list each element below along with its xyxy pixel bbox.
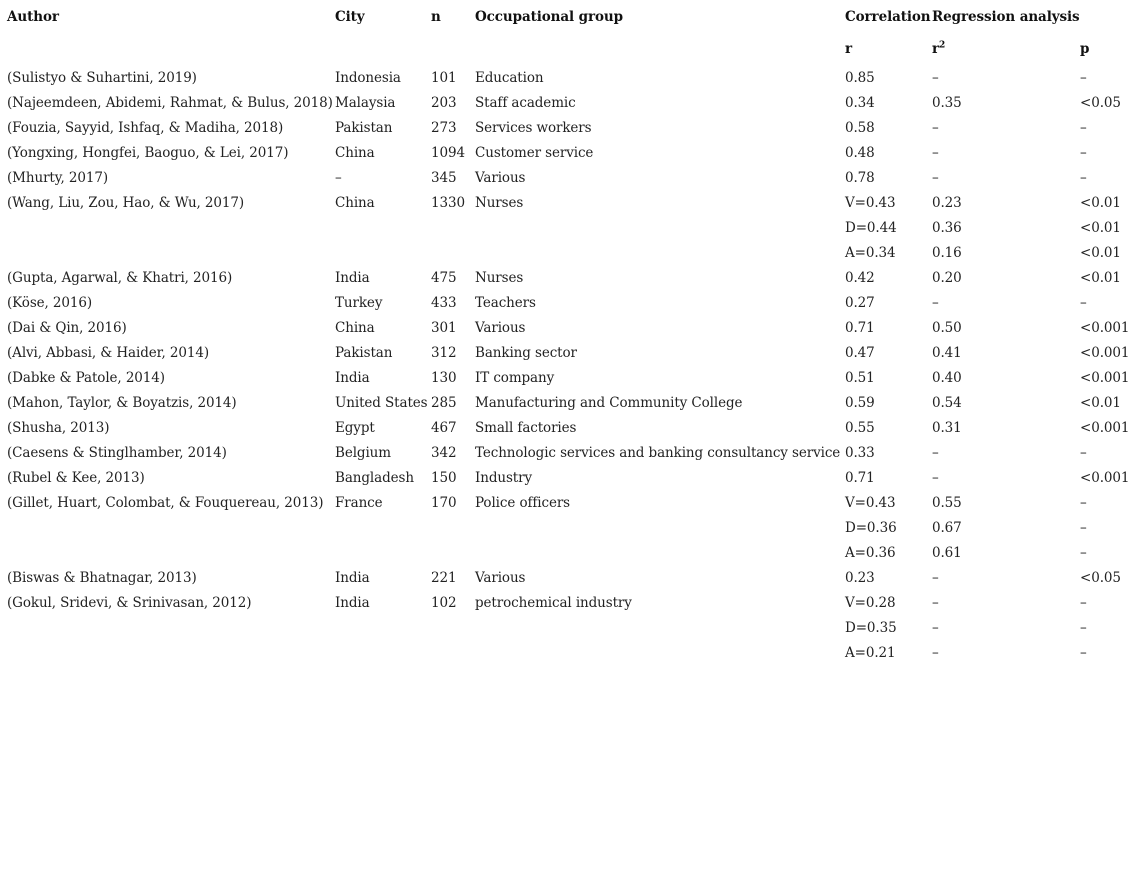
cell-n: 1330	[431, 194, 465, 211]
cell-occupational-group: Industry	[475, 469, 532, 486]
cell-occupational-group: Teachers	[475, 294, 536, 311]
table-row	[7, 640, 1133, 665]
header-n: n	[431, 9, 441, 25]
cell-occupational-group: Manufacturing and Community College	[475, 394, 743, 411]
cell-city: Indonesia	[335, 69, 401, 86]
cell-p-value: –	[1080, 294, 1087, 311]
cell-n: 312	[431, 344, 457, 361]
cell-author	[7, 515, 335, 540]
cell-occupational-group: Nurses	[475, 269, 524, 286]
cell-correlation-r: 0.58	[845, 119, 875, 136]
cell-city: India	[335, 594, 370, 611]
cell-occupational-group	[475, 640, 845, 665]
cell-p-value: –	[1080, 644, 1087, 661]
cell-city: India	[335, 269, 370, 286]
cell-p-value: –	[1080, 494, 1087, 511]
header-blank	[475, 29, 845, 65]
cell-occupational-group: Staff academic	[475, 94, 576, 111]
table-row	[7, 465, 1133, 490]
cell-correlation-r: 0.71	[845, 469, 875, 486]
cell-r-squared: –	[932, 119, 939, 136]
cell-occupational-group	[475, 615, 845, 640]
cell-correlation-r: D=0.35	[845, 619, 897, 636]
cell-author: (Dai & Qin, 2016)	[7, 319, 127, 336]
cell-n	[431, 240, 475, 265]
cell-city: Malaysia	[335, 94, 396, 111]
table-row	[7, 215, 1133, 240]
table-row	[7, 190, 1133, 215]
cell-n	[431, 215, 475, 240]
cell-p-value: <0.01	[1080, 194, 1121, 211]
table-row	[7, 290, 1133, 315]
cell-city	[335, 240, 431, 265]
cell-correlation-r: 0.42	[845, 269, 875, 286]
table-row	[7, 390, 1133, 415]
cell-city: India	[335, 369, 370, 386]
table-body	[7, 65, 1133, 665]
cell-occupational-group: Customer service	[475, 144, 594, 161]
cell-city: China	[335, 144, 375, 161]
cell-p-value: <0.001	[1080, 344, 1130, 361]
cell-p-value: –	[1080, 619, 1087, 636]
cell-n: 203	[431, 94, 457, 111]
cell-author: (Shusha, 2013)	[7, 419, 110, 436]
cell-city: China	[335, 319, 375, 336]
cell-n: 221	[431, 569, 457, 586]
cell-occupational-group: Education	[475, 69, 544, 86]
cell-n: 467	[431, 419, 457, 436]
cell-p-value: –	[1080, 519, 1087, 536]
cell-occupational-group: Technologic services and banking consultancy service	[475, 444, 841, 461]
cell-n: 301	[431, 319, 457, 336]
cell-p-value: <0.001	[1080, 469, 1130, 486]
table-row	[7, 490, 1133, 515]
cell-author: (Yongxing, Hongfei, Baoguo, & Lei, 2017)	[7, 144, 289, 161]
cell-correlation-r: D=0.44	[845, 219, 897, 236]
cell-city: Turkey	[335, 294, 383, 311]
header-occupational-group: Occupational group	[475, 9, 623, 25]
table-row	[7, 515, 1133, 540]
table-row	[7, 365, 1133, 390]
cell-p-value: –	[1080, 144, 1087, 161]
cell-correlation-r: 0.34	[845, 94, 875, 111]
cell-occupational-group: petrochemical industry	[475, 594, 632, 611]
table-row	[7, 540, 1133, 565]
cell-p-value: <0.01	[1080, 394, 1121, 411]
cell-correlation-r: A=0.34	[845, 244, 896, 261]
cell-author: (Köse, 2016)	[7, 294, 93, 311]
header-r-squared	[932, 29, 1080, 65]
cell-p-value: –	[1080, 69, 1087, 86]
cell-r-squared: –	[932, 469, 939, 486]
cell-city: France	[335, 494, 383, 511]
cell-city: United States	[335, 394, 428, 411]
cell-author: (Sulistyo & Suhartini, 2019)	[7, 69, 197, 86]
cell-correlation-r: 0.48	[845, 144, 875, 161]
cell-p-value: –	[1080, 169, 1087, 186]
cell-city: Egypt	[335, 419, 375, 436]
cell-occupational-group: Services workers	[475, 119, 592, 136]
cell-p-value: <0.01	[1080, 219, 1121, 236]
cell-correlation-r: 0.55	[845, 419, 875, 436]
table-row	[7, 340, 1133, 365]
cell-correlation-r: 0.47	[845, 344, 875, 361]
cell-n	[431, 540, 475, 565]
table-header	[7, 5, 1133, 65]
cell-author: (Wang, Liu, Zou, Hao, & Wu, 2017)	[7, 194, 245, 211]
cell-author: (Caesens & Stinglhamber, 2014)	[7, 444, 227, 461]
cell-author	[7, 240, 335, 265]
table-row	[7, 90, 1133, 115]
cell-correlation-r: 0.33	[845, 444, 875, 461]
cell-author: (Biswas & Bhatnagar, 2013)	[7, 569, 197, 586]
header-r-squared-exponent: 2	[939, 40, 946, 51]
cell-r-squared: –	[932, 444, 939, 461]
cell-author: (Alvi, Abbasi, & Haider, 2014)	[7, 344, 210, 361]
table-row	[7, 315, 1133, 340]
cell-n: 101	[431, 69, 457, 86]
cell-r-squared: 0.16	[932, 244, 962, 261]
cell-correlation-r: 0.85	[845, 69, 875, 86]
cell-occupational-group	[475, 515, 845, 540]
header-r-squared-base: r	[932, 41, 940, 57]
cell-r-squared: –	[932, 619, 939, 636]
table-row	[7, 265, 1133, 290]
cell-p-value: –	[1080, 594, 1087, 611]
cell-occupational-group: Nurses	[475, 194, 524, 211]
cell-correlation-r: 0.51	[845, 369, 875, 386]
cell-author: (Rubel & Kee, 2013)	[7, 469, 145, 486]
cell-n: 342	[431, 444, 457, 461]
cell-occupational-group	[475, 240, 845, 265]
cell-city	[335, 515, 431, 540]
table-row	[7, 140, 1133, 165]
cell-author: (Fouzia, Sayyid, Ishfaq, & Madiha, 2018)	[7, 119, 284, 136]
studies-table	[7, 5, 1133, 665]
header-blank	[431, 29, 475, 65]
cell-city	[335, 640, 431, 665]
header-blank	[7, 29, 335, 65]
table-row	[7, 115, 1133, 140]
cell-correlation-r: V=0.43	[845, 194, 896, 211]
cell-r-squared: 0.61	[932, 544, 962, 561]
cell-occupational-group: IT company	[475, 369, 555, 386]
cell-p-value: <0.001	[1080, 369, 1130, 386]
cell-author	[7, 615, 335, 640]
cell-correlation-r: V=0.28	[845, 594, 896, 611]
cell-occupational-group: Various	[475, 569, 526, 586]
cell-n: 102	[431, 594, 457, 611]
cell-author: (Gupta, Agarwal, & Khatri, 2016)	[7, 269, 233, 286]
cell-r-squared: –	[932, 294, 939, 311]
cell-r-squared: –	[932, 69, 939, 86]
cell-n: 150	[431, 469, 457, 486]
cell-correlation-r: 0.23	[845, 569, 875, 586]
cell-r-squared: 0.54	[932, 394, 962, 411]
cell-r-squared: 0.40	[932, 369, 962, 386]
cell-n: 1094	[431, 144, 465, 161]
cell-city: Pakistan	[335, 119, 393, 136]
cell-r-squared: 0.41	[932, 344, 962, 361]
cell-p-value: –	[1080, 544, 1087, 561]
cell-r-squared: –	[932, 144, 939, 161]
cell-correlation-r: A=0.21	[845, 644, 896, 661]
cell-occupational-group: Various	[475, 169, 526, 186]
cell-n: 433	[431, 294, 457, 311]
cell-n	[431, 615, 475, 640]
cell-city	[335, 615, 431, 640]
header-regression-analysis: Regression analysis	[932, 9, 1080, 25]
cell-n: 345	[431, 169, 457, 186]
cell-city: India	[335, 569, 370, 586]
cell-p-value: <0.001	[1080, 319, 1130, 336]
cell-city	[335, 215, 431, 240]
cell-r-squared: 0.36	[932, 219, 962, 236]
cell-r-squared: 0.67	[932, 519, 962, 536]
cell-author	[7, 640, 335, 665]
header-correlation: Correlation	[845, 9, 931, 25]
cell-city: –	[335, 169, 342, 186]
cell-city: China	[335, 194, 375, 211]
cell-r-squared: 0.20	[932, 269, 962, 286]
cell-n: 273	[431, 119, 457, 136]
cell-author: (Gillet, Huart, Colombat, & Fouquereau, 2013)	[7, 494, 324, 511]
cell-r-squared: 0.35	[932, 94, 962, 111]
cell-r-squared: 0.50	[932, 319, 962, 336]
cell-r-squared: –	[932, 569, 939, 586]
cell-n	[431, 640, 475, 665]
cell-n: 170	[431, 494, 457, 511]
cell-correlation-r: 0.71	[845, 319, 875, 336]
table-row	[7, 590, 1133, 615]
cell-occupational-group: Various	[475, 319, 526, 336]
table-row	[7, 165, 1133, 190]
header-author: Author	[7, 9, 59, 25]
cell-occupational-group: Small factories	[475, 419, 577, 436]
cell-n: 285	[431, 394, 457, 411]
cell-correlation-r: 0.78	[845, 169, 875, 186]
cell-p-value: –	[1080, 119, 1087, 136]
cell-correlation-r: 0.59	[845, 394, 875, 411]
cell-city	[335, 540, 431, 565]
cell-occupational-group	[475, 215, 845, 240]
cell-p-value: <0.05	[1080, 94, 1121, 111]
cell-occupational-group	[475, 540, 845, 565]
cell-r-squared: 0.23	[932, 194, 962, 211]
cell-author: (Gokul, Sridevi, & Srinivasan, 2012)	[7, 594, 252, 611]
cell-r-squared: 0.55	[932, 494, 962, 511]
table-row	[7, 440, 1133, 465]
cell-r-squared: 0.31	[932, 419, 962, 436]
cell-author: (Mhurty, 2017)	[7, 169, 108, 186]
cell-author: (Najeemdeen, Abidemi, Rahmat, & Bulus, 2018)	[7, 94, 333, 111]
header-r: r	[845, 41, 853, 57]
cell-author: (Dabke & Patole, 2014)	[7, 369, 165, 386]
cell-correlation-r: A=0.36	[845, 544, 896, 561]
table-row	[7, 65, 1133, 90]
cell-author	[7, 540, 335, 565]
header-row-primary	[7, 5, 1133, 29]
cell-city: Bangladesh	[335, 469, 414, 486]
cell-p-value: <0.01	[1080, 244, 1121, 261]
table-row	[7, 565, 1133, 590]
cell-n	[431, 515, 475, 540]
table-row	[7, 615, 1133, 640]
cell-occupational-group: Banking sector	[475, 344, 577, 361]
table-row	[7, 415, 1133, 440]
cell-r-squared: –	[932, 594, 939, 611]
cell-r-squared: –	[932, 644, 939, 661]
cell-correlation-r: 0.27	[845, 294, 875, 311]
cell-correlation-r: D=0.36	[845, 519, 897, 536]
header-row-secondary	[7, 29, 1133, 65]
header-p: p	[1080, 41, 1090, 57]
cell-n: 475	[431, 269, 457, 286]
cell-p-value: <0.001	[1080, 419, 1130, 436]
table-row	[7, 240, 1133, 265]
cell-city: Belgium	[335, 444, 391, 461]
cell-correlation-r: V=0.43	[845, 494, 896, 511]
cell-r-squared: –	[932, 169, 939, 186]
cell-n: 130	[431, 369, 457, 386]
cell-author	[7, 215, 335, 240]
header-city: City	[335, 9, 365, 25]
cell-p-value: <0.01	[1080, 269, 1121, 286]
cell-city: Pakistan	[335, 344, 393, 361]
cell-p-value: <0.05	[1080, 569, 1121, 586]
cell-author: (Mahon, Taylor, & Boyatzis, 2014)	[7, 394, 237, 411]
cell-occupational-group: Police officers	[475, 494, 571, 511]
cell-p-value: –	[1080, 444, 1087, 461]
header-blank	[335, 29, 431, 65]
